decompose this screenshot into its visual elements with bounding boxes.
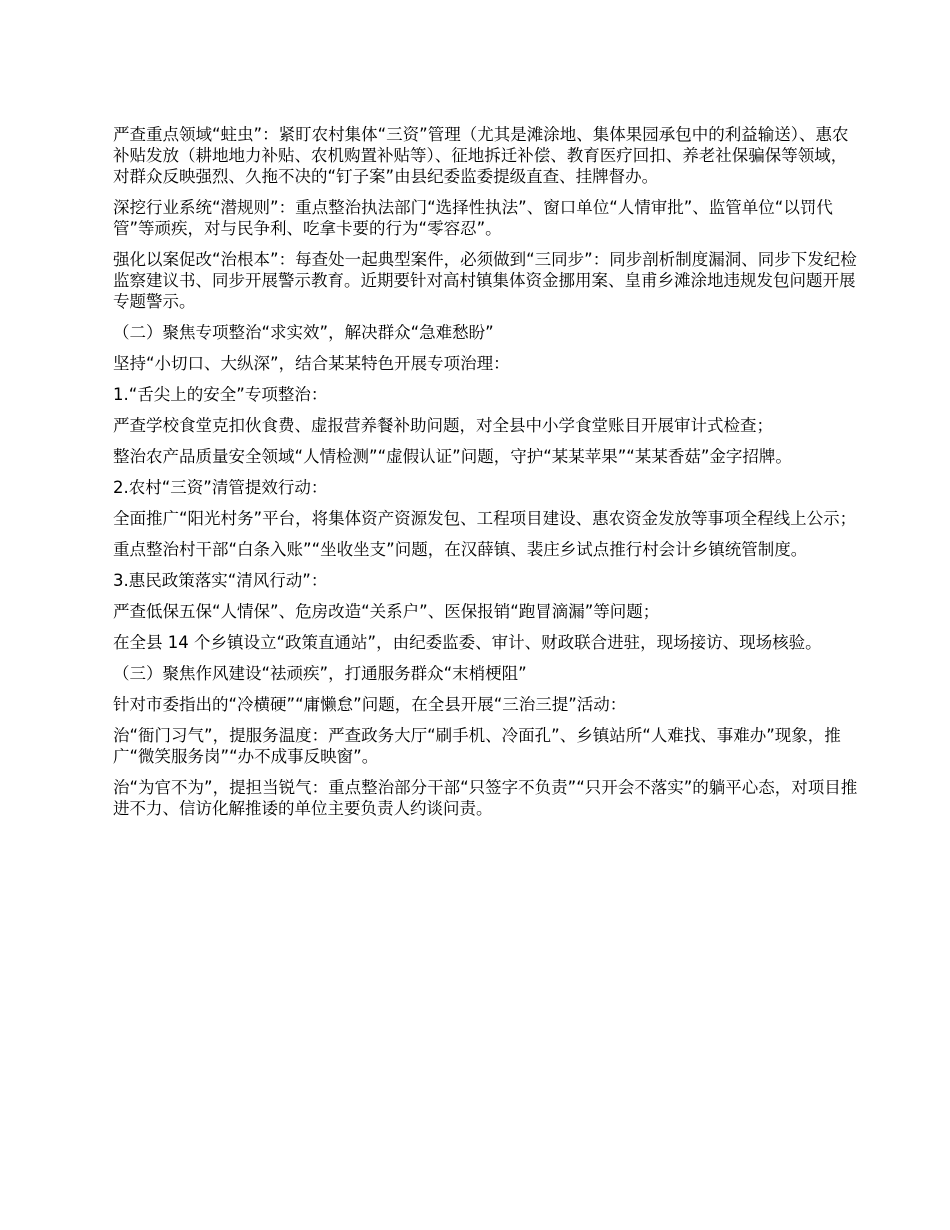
- section-heading-3: （三）聚焦作风建设“祛顽疾”，打通服务群众“末梢梗阻”: [113, 664, 527, 683]
- paragraph-17: 治“衙门习气”，提服务温度：严查政务大厅“刷手机、冷面孔”、乡镇站所“人难找、事难办”现象，推广“微笑服务岗”“办不成事反映窗”。: [113, 726, 841, 766]
- paragraph-18: 治“为官不为”，提担当锐气：重点整治部分干部“只签字不负责”“只开会不落实”的躺平心态，对项目推进不力、信访化解推诿的单位主要负责人约谈问责。: [113, 778, 858, 818]
- paragraph-7: 严查学校食堂克扣伙食费、虚报营养餐补助问题，对全县中小学食堂账目开展审计式检查；: [113, 416, 773, 435]
- paragraph-1: 严查重点领域“蛀虫”：紧盯农村集体“三资”管理（尤其是滩涂地、集体果园承包中的利益输送）、惠农补贴发放（耕地地力补贴、农机购置补贴等）、征地拆迁补偿、教育医疗回扣、养老社保骗保等领域，对群众反映强烈、久拖不决的“钉子案”由县纪委监委提级直查、挂牌督办。: [113, 125, 849, 186]
- paragraph-8: 整治农产品质量安全领域“人情检测”“虚假认证”问题，守护“某某苹果”“某某香菇”金字招牌。: [113, 447, 792, 466]
- paragraph-3: 强化以案促改“治根本”：每查处一起典型案件，必须做到“三同步”：同步剖析制度漏洞、同步下发纪检监察建议书、同步开展警示教育。近期要针对高村镇集体资金挪用案、皇甫乡滩涂地违规发包问题开展专题警示。: [113, 250, 857, 311]
- subheading-3: 3.惠民政策落实“清风行动”：: [113, 571, 328, 590]
- paragraph-16: 针对市委指出的“冷横硬”“庸懒怠”问题，在全县开展“三治三提”活动：: [113, 695, 627, 714]
- document-body: [113, 124, 863, 829]
- paragraph-11: 重点整治村干部“白条入账”“坐收坐支”问题，在汉薛镇、裴庄乡试点推行村会计乡镇统管制度。: [113, 540, 808, 559]
- paragraph-2: 深挖行业系统“潜规则”：重点整治执法部门“选择性执法”、窗口单位“人情审批”、监管单位“以罚代管”等顽疾，对与民争利、吃拿卡要的行为“零容忍”。: [113, 198, 833, 238]
- paragraph-10: 全面推广“阳光村务”平台，将集体资产资源发包、工程项目建设、惠农资金发放等事项全程线上公示；: [113, 509, 857, 528]
- paragraph-5: 坚持“小切口、大纵深”，结合某某特色开展专项治理：: [113, 354, 510, 373]
- section-heading-2: （二）聚焦专项整治“求实效”，解决群众“急难愁盼”: [113, 323, 494, 342]
- paragraph-14: 在全县 14 个乡镇设立“政策直通站”，由纪委监委、审计、财政联合进驻，现场接访、现场核验。: [113, 633, 822, 652]
- subheading-1: 1.“舌尖上的安全”专项整治：: [113, 385, 328, 404]
- paragraph-13: 严查低保五保“人情保”、危房改造“关系户”、医保报销“跑冒滴漏”等问题；: [113, 602, 660, 621]
- subheading-2: 2.农村“三资”清管提效行动：: [113, 478, 328, 497]
